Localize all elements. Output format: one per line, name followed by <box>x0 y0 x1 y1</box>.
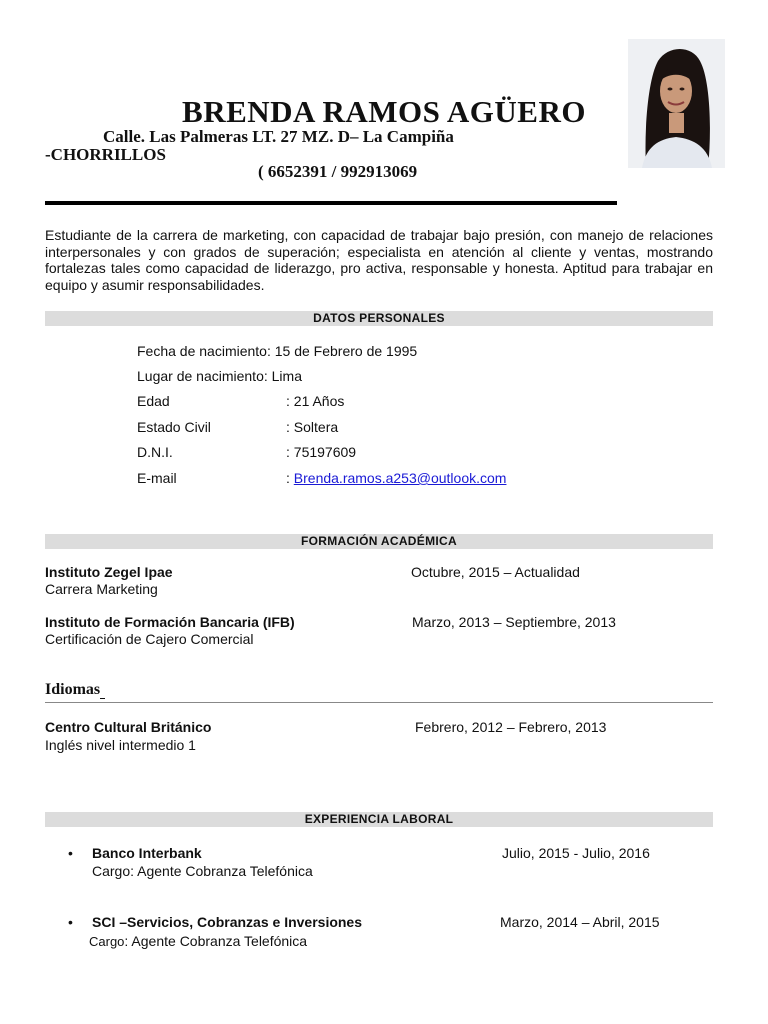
language-institution: Centro Cultural Británico <box>45 719 212 735</box>
idiomas-heading-text: Idiomas <box>45 681 101 698</box>
section-heading-formacion: FORMACIÓN ACADÉMICA <box>45 534 713 549</box>
address-line-2: -CHORRILLOS <box>45 145 166 164</box>
bullet-icon: • <box>68 845 73 861</box>
heading-underline-mark <box>100 684 105 699</box>
email-row <box>286 470 506 486</box>
civil-status-value: : Soltera <box>286 419 339 435</box>
civil-status-label: Estado Civil <box>137 419 211 435</box>
age-label: Edad <box>137 393 170 409</box>
age-value: : 21 Años <box>286 393 345 409</box>
section-heading-experiencia: EXPERIENCIA LABORAL <box>45 812 713 827</box>
job-dates: Marzo, 2014 – Abril, 2015 <box>500 914 660 930</box>
job-role <box>89 933 307 949</box>
email-prefix: : <box>286 470 294 486</box>
education-dates: Marzo, 2013 – Septiembre, 2013 <box>412 614 616 630</box>
email-link[interactable]: Brenda.ramos.a253@outlook.com <box>293 470 507 486</box>
birth-place: Lugar de nacimiento: Lima <box>137 368 302 384</box>
section-heading-datos-personales: DATOS PERSONALES <box>45 311 713 326</box>
bullet-icon: • <box>68 914 73 930</box>
birth-date: Fecha de nacimiento: 15 de Febrero de 1995 <box>137 343 418 359</box>
education-detail: Carrera Marketing <box>45 581 158 597</box>
profile-photo <box>628 39 725 168</box>
language-detail: Inglés nivel intermedio 1 <box>45 737 196 753</box>
email-label: E-mail <box>137 470 177 486</box>
candidate-name: BRENDA RAMOS AGÜERO <box>182 94 586 129</box>
language-dates: Febrero, 2012 – Febrero, 2013 <box>415 719 607 735</box>
job-role: Cargo: Agente Cobranza Telefónica <box>92 863 313 879</box>
education-institution: Instituto Zegel Ipae <box>45 564 173 580</box>
dni-label: D.N.I. <box>137 444 173 460</box>
idiomas-divider <box>45 702 713 703</box>
education-institution: Instituto de Formación Bancaria (IFB) <box>45 614 295 630</box>
portrait-photo-icon <box>628 39 725 168</box>
job-company: SCI –Servicios, Cobranzas e Inversiones <box>92 914 363 930</box>
education-detail: Certificación de Cajero Comercial <box>45 631 254 647</box>
section-heading-idiomas <box>45 681 105 699</box>
job-role-label: Cargo <box>89 934 125 949</box>
job-role-text: : Agente Cobranza Telefónica <box>124 933 308 949</box>
address-line-1: Calle. Las Palmeras LT. 27 MZ. D– La Campiña <box>103 127 454 146</box>
phone-numbers: ( 6652391 / 992913069 <box>258 162 418 181</box>
professional-summary: Estudiante de la carrera de marketing, con capacidad de trabajar bajo presión, con manejo de relaciones interpersonales y con grados de superación; especialista en atención al cliente y ventas, mostrando fortalezas tales como capacidad de liderazgo, pro activa, responsable y honesta. Aptitud para trabajar en equipo y asumir responsabilidades. <box>45 227 713 293</box>
education-dates: Octubre, 2015 – Actualidad <box>411 564 580 580</box>
job-dates: Julio, 2015 - Julio, 2016 <box>502 845 650 861</box>
dni-value: : 75197609 <box>286 444 357 460</box>
job-company: Banco Interbank <box>92 845 202 861</box>
header-divider <box>45 201 617 205</box>
